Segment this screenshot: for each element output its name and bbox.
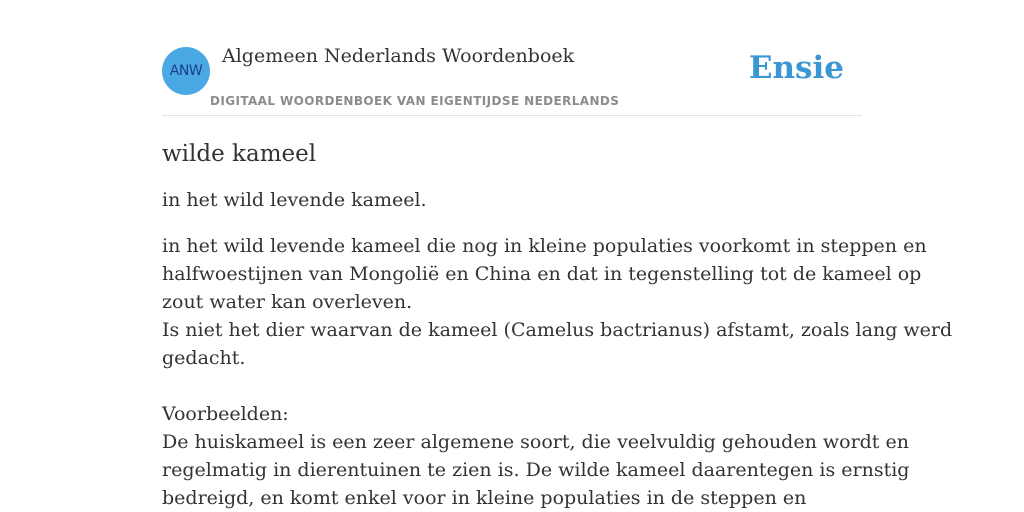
short-definition: in het wild levende kameel.	[162, 189, 427, 211]
site-subtitle: DIGITAAL WOORDENBOEK VAN EIGENTIJDSE NEDERLANDS	[210, 94, 620, 108]
example-line: bedreigd, en komt enkel voor in kleine populaties in de steppen en	[162, 487, 807, 509]
blank-line	[162, 372, 862, 400]
definition-line: gedacht.	[162, 347, 246, 369]
example-line: De huiskameel is een zeer algemene soort, die veelvuldig gehouden wordt en	[162, 431, 909, 453]
site-header	[162, 0, 862, 116]
headword: wilde kameel	[162, 141, 317, 167]
ensie-brand-link[interactable]: Ensie	[748, 50, 844, 86]
examples-label: Voorbeelden:	[162, 403, 289, 425]
definition-line: halfwoestijnen van Mongolië en China en dat in tegenstelling tot de kameel op	[162, 263, 922, 285]
definition-line: in het wild levende kameel die nog in kleine populaties voorkomt in steppen en	[162, 235, 927, 257]
definition-line: zout water kan overleven.	[162, 291, 413, 313]
long-definition	[162, 232, 953, 512]
definition-line: Is niet het dier waarvan de kameel (Camelus bactrianus) afstamt, zoals lang werd	[162, 319, 953, 341]
example-line: regelmatig in dierentuinen te zien is. De wilde kameel daarentegen is ernstig	[162, 459, 910, 481]
entry-content	[162, 138, 953, 512]
anw-logo[interactable]	[162, 47, 210, 95]
site-title[interactable]: Algemeen Nederlands Woordenboek	[222, 45, 575, 67]
anw-logo-text: ANW	[169, 63, 203, 79]
